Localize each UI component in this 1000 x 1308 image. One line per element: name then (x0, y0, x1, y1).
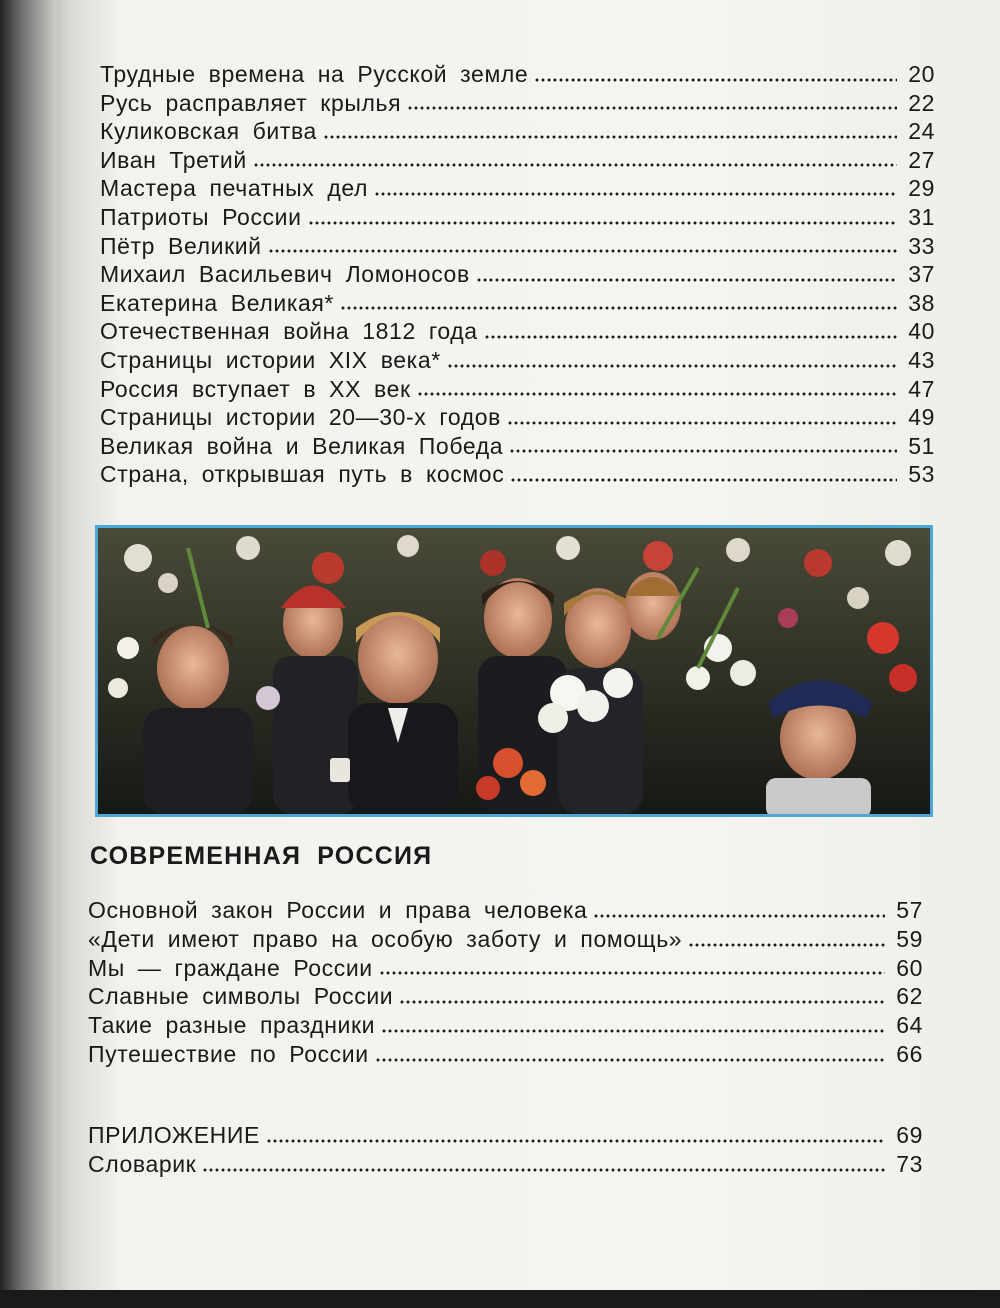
toc-entry-page: 60 (896, 954, 923, 981)
toc-entry-title: Словарик (88, 1151, 197, 1177)
toc-entry[interactable] (100, 232, 935, 261)
toc-entry-page: 22 (908, 89, 935, 116)
toc-entry-title: Великая война и Великая Победа (100, 432, 504, 459)
toc-entry-page: 33 (908, 232, 935, 259)
toc-entry-title: Страницы истории 20—30-х годов (100, 404, 501, 431)
toc-entry[interactable] (88, 1150, 923, 1179)
leader-dots (379, 971, 885, 975)
toc-entry-page: 20 (908, 61, 935, 87)
toc-appendix-section (88, 1121, 923, 1179)
toc-entry-page: 43 (908, 346, 935, 373)
toc-entry-title: Славные символы России (88, 983, 394, 1010)
book-spine-shadow (0, 0, 60, 1290)
toc-entry-page: 66 (896, 1040, 923, 1067)
toc-entry-title: «Дети имеют право на особую заботу и помощь» (88, 925, 683, 952)
toc-entry-page: 64 (896, 1012, 923, 1039)
leader-dots (202, 1168, 885, 1172)
toc-entry-title: Такие разные праздники (88, 1012, 376, 1039)
toc-entry[interactable] (88, 982, 923, 1011)
toc-entry[interactable] (100, 403, 935, 432)
toc-entry[interactable] (100, 432, 935, 461)
toc-entry-page: 29 (908, 175, 935, 202)
toc-entry-page: 31 (908, 203, 935, 230)
leader-dots (534, 78, 897, 82)
toc-entry-page: 62 (896, 983, 923, 1010)
toc-entry[interactable] (100, 375, 935, 404)
toc-entry[interactable] (100, 260, 935, 289)
leader-dots (268, 249, 897, 253)
toc-entry-title: Страна, открывшая путь в космос (100, 461, 505, 488)
toc-entry[interactable] (100, 89, 935, 118)
schoolchildren-photo (95, 525, 933, 817)
leader-dots (509, 449, 897, 453)
toc-entry-page: 53 (908, 461, 935, 488)
toc-entry-page: 40 (908, 318, 935, 345)
leader-dots (447, 364, 897, 368)
toc-entry-page: 37 (908, 261, 935, 288)
leader-dots (266, 1139, 885, 1143)
leader-dots (374, 192, 897, 196)
toc-entry-title: Русь расправляет крылья (100, 89, 402, 116)
leader-dots (688, 943, 885, 947)
toc-modern-section (88, 896, 923, 1069)
toc-entry[interactable] (88, 954, 923, 983)
toc-entry[interactable] (100, 174, 935, 203)
toc-entry-title: Основной закон России и права человека (88, 897, 588, 923)
leader-dots (375, 1058, 885, 1062)
toc-entry-title: Россия вступает в XX век (100, 375, 411, 402)
toc-entry[interactable] (88, 1121, 923, 1150)
toc-entry-page: 57 (896, 897, 923, 923)
toc-entry[interactable] (100, 346, 935, 375)
toc-entry[interactable] (100, 460, 935, 489)
toc-entry-page: 49 (908, 404, 935, 431)
leader-dots (593, 914, 885, 918)
leader-dots (253, 163, 897, 167)
toc-entry-title: Мы — граждане России (88, 954, 373, 981)
toc-entry[interactable] (100, 60, 935, 89)
leader-dots (507, 421, 897, 425)
toc-entry-page: 27 (908, 146, 935, 173)
toc-entry[interactable] (88, 1011, 923, 1040)
toc-entry[interactable] (88, 925, 923, 954)
toc-entry[interactable] (100, 117, 935, 146)
leader-dots (308, 221, 897, 225)
toc-entry-page: 47 (908, 375, 935, 402)
toc-entry-title: Пётр Великий (100, 232, 262, 259)
toc-entry-page: 59 (896, 925, 923, 952)
section-title-modern-russia: СОВРЕМЕННАЯ РОССИЯ (90, 842, 433, 870)
toc-entry-page: 24 (908, 118, 935, 145)
toc-entry-title: Путешествие по России (88, 1040, 369, 1067)
toc-entry-title: Екатерина Великая* (100, 289, 334, 316)
toc-entry-title: Мастера печатных дел (100, 175, 369, 202)
toc-history-section (100, 60, 935, 489)
toc-entry-title: Иван Третий (100, 146, 247, 173)
leader-dots (340, 306, 897, 310)
leader-dots (510, 478, 897, 482)
toc-entry-title: Трудные времена на Русской земле (100, 61, 529, 87)
toc-entry-page: 69 (896, 1122, 923, 1148)
leader-dots (323, 135, 897, 139)
leader-dots (381, 1029, 885, 1033)
toc-entry-page: 38 (908, 289, 935, 316)
toc-entry[interactable] (88, 1040, 923, 1069)
toc-entry[interactable] (88, 896, 923, 925)
leader-dots (417, 392, 897, 396)
toc-entry[interactable] (100, 203, 935, 232)
leader-dots (476, 278, 897, 282)
toc-entry-title: Отечественная война 1812 года (100, 318, 478, 345)
photo-illustration (98, 528, 930, 814)
toc-entry-page: 73 (896, 1151, 923, 1177)
toc-entry[interactable] (100, 317, 935, 346)
toc-entry-title: Михаил Васильевич Ломоносов (100, 261, 470, 288)
leader-dots (407, 106, 897, 110)
toc-entry-title: ПРИЛОЖЕНИЕ (88, 1122, 260, 1148)
toc-entry-title: Страницы истории XIX века* (100, 346, 441, 373)
toc-entry-title: Патриоты России (100, 203, 302, 230)
leader-dots (399, 1000, 885, 1004)
toc-entry[interactable] (100, 289, 935, 318)
leader-dots (484, 335, 897, 339)
toc-entry-page: 51 (908, 432, 935, 459)
toc-entry[interactable] (100, 146, 935, 175)
toc-entry-title: Куликовская битва (100, 118, 317, 145)
